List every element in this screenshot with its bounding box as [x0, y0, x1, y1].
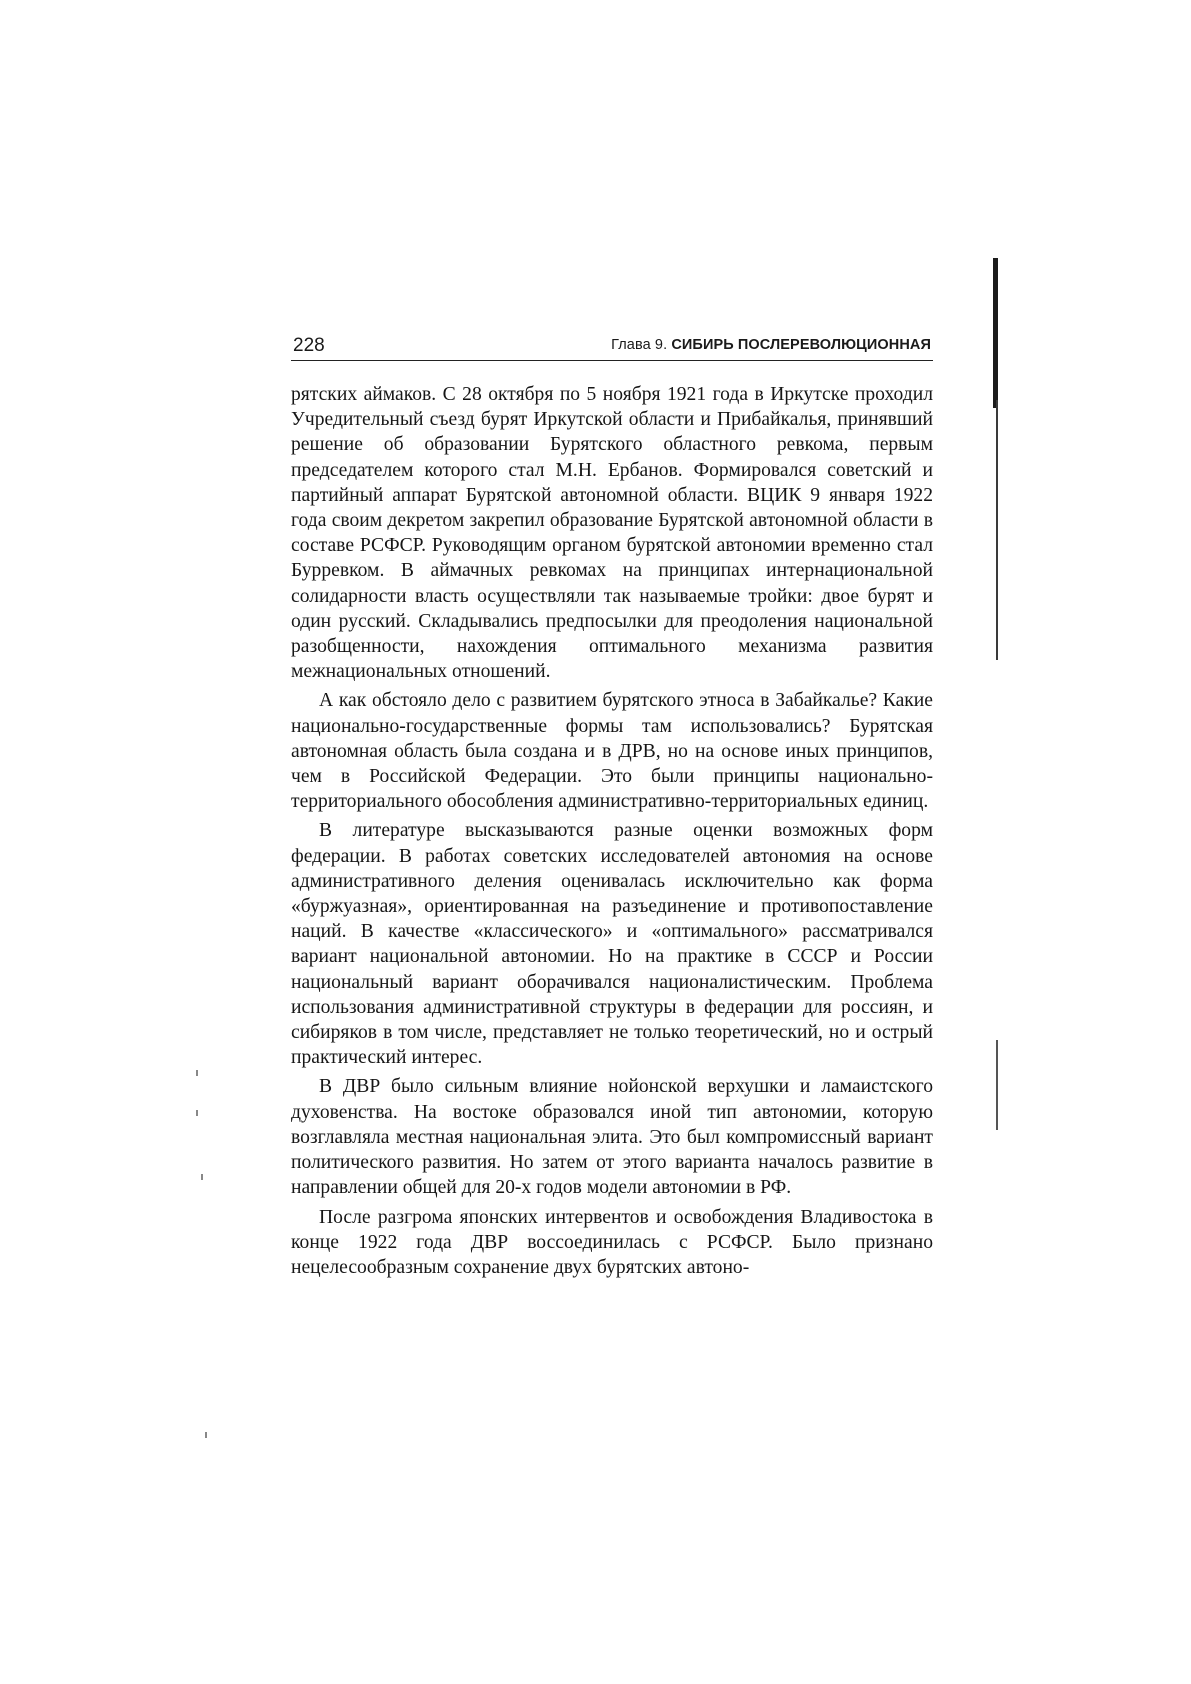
scan-speck [201, 1174, 203, 1180]
chapter-title [611, 337, 931, 353]
running-head [291, 330, 933, 361]
page-number: 228 [293, 335, 325, 356]
scan-speck [205, 1432, 207, 1438]
chapter-name: СИБИРЬ ПОСЛЕРЕВОЛЮЦИОННАЯ [671, 337, 931, 353]
paragraph: В литературе высказываются разные оценки возможных форм федерации. В работах советских исследователей автономия на основе административного деления оценивалась исключительно как форма «буржуазная», ориентированная на разъединение и противопоставление наций. В качестве «классического» и «оптимального» рассматривался вариант национальной автономии. Но на практике в СССР и России национальный вариант оборачивался националистическим. Проблема использования административной структуры в федерации для россиян, и сибиряков в том числе, представляет не только теоретический, но и острый практический интерес. [291, 820, 933, 1069]
paragraph: После разгрома японских интервентов и освобождения Владивостока в конце 1922 года ДВР воссоединилась с РСФСР. Было признано нецелесообразным сохранение двух бурятских автоно- [291, 1206, 933, 1278]
scan-speck [196, 1070, 198, 1076]
paragraph: А как обстояло дело с развитием бурятского этноса в Забайкалье? Какие национально-государственные формы там использовались? Бурятская автономная область была создана и в ДРВ, но на основе иных принципов, чем в Российской Федерации. Это были принципы национально-территориального обособления административно-территориальных единиц. [291, 690, 933, 813]
scan-edge-mark [996, 1040, 998, 1130]
chapter-lead: Глава 9. [611, 337, 668, 353]
scan-edge-mark [996, 400, 998, 660]
scan-speck [196, 1110, 198, 1116]
scan-edge-mark [993, 258, 998, 408]
paragraph: рятских аймаков. С 28 октября по 5 ноября 1921 года в Иркутске проходил Учредительный съезд бурят Иркутской области и Прибайкалья, принявший решение об образовании Бурятского областного ревкома, первым председателем которого стал М.Н. Ербанов. Формировался советский и партийный аппарат Бурятской автономной области. ВЦИК 9 января 1922 года своим декретом закрепил образование Бурятской автономной области в составе РСФСР. Руководящим органом бурятской автономии временно стал Бурревком. В аймачных ревкомах на принципах интернациональной солидарности власть осуществляли так называемые тройки: двое бурят и один русский. Складывались предпосылки для преодоления национальной разобщенности, нахождения оптимального механизма развития межнациональных отношений. [291, 384, 933, 683]
paragraph: В ДВР было сильным влияние нойонской верхушки и ламаистского духовенства. На востоке образовался иной тип автономии, которую возглавляла местная национальная элита. Это был компромиссный вариант политического развития. Но затем от этого варианта началось развитие в направлении общей для 20-х годов модели автономии в РФ. [291, 1076, 933, 1199]
body-text [291, 382, 933, 1280]
